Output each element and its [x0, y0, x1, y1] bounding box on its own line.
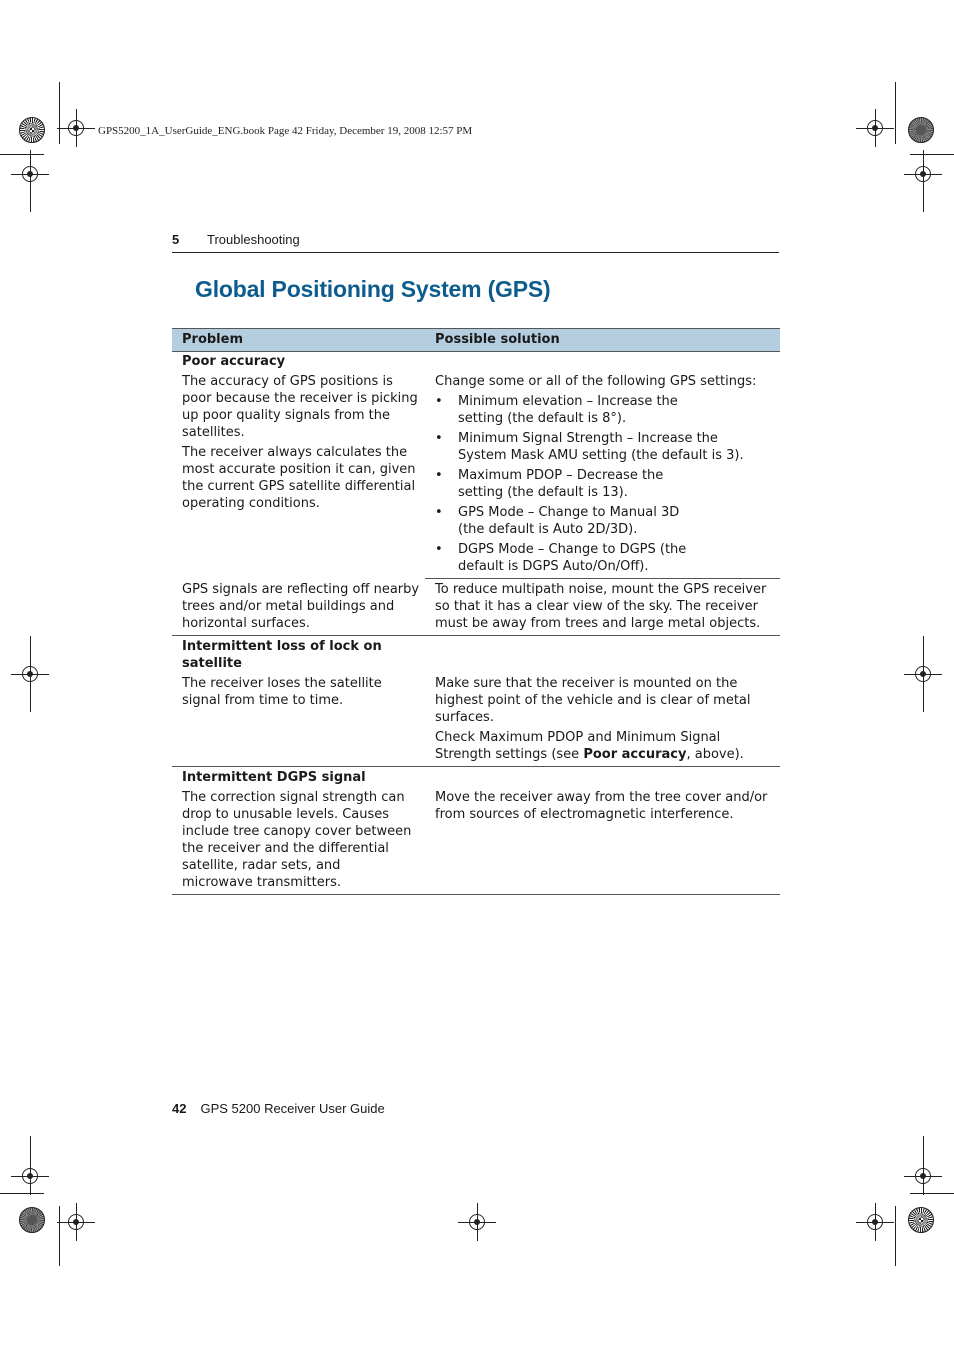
settings-list — [435, 393, 770, 578]
registration-crosshair-icon — [469, 1214, 485, 1230]
solution-text: Change some or all of the following GPS settings: — [435, 374, 757, 389]
crop-mark — [923, 636, 924, 712]
crop-mark — [923, 150, 924, 212]
crop-mark — [30, 1136, 31, 1192]
solution-text: Check Maximum PDOP and Minimum Signal Strength settings (see Poor accuracy, above). — [435, 730, 744, 762]
crop-mark — [910, 154, 954, 155]
row-divider — [425, 578, 780, 579]
registration-crosshair-icon — [867, 120, 883, 136]
list-item: • DGPS Mode – Change to DGPS (the default is DGPS Auto/On/Off). — [435, 541, 770, 575]
crop-mark — [923, 1136, 924, 1192]
registration-star-icon — [908, 1207, 934, 1233]
book-title: GPS 5200 Receiver User Guide — [200, 1101, 385, 1116]
problem-text: GPS signals are reflecting off nearby trees and/or metal buildings and horizontal surfaces. — [182, 582, 420, 631]
row-heading: Intermittent DGPS signal — [182, 770, 366, 785]
registration-crosshair-icon — [867, 1214, 883, 1230]
problem-text: The correction signal strength can drop to unusable levels. Causes include tree canopy cover between the receiver and the differential satellite, radar sets, and microwave transmitters. — [182, 790, 412, 890]
crop-mark — [895, 82, 896, 144]
problem-text: The accuracy of GPS positions is poor because the receiver is picking up poor quality signals from the satellites. — [182, 374, 418, 440]
registration-star-icon — [19, 1207, 45, 1233]
crop-mark — [59, 82, 60, 144]
print-slug: GPS5200_1A_UserGuide_ENG.book Page 42 Friday, December 19, 2008 12:57 PM — [98, 125, 473, 137]
row-divider — [172, 766, 780, 767]
crop-mark — [895, 1206, 896, 1266]
registration-star-icon — [908, 117, 934, 143]
row-divider — [172, 635, 780, 636]
registration-crosshair-icon — [68, 120, 84, 136]
crop-mark — [0, 154, 44, 155]
solution-text: Move the receiver away from the tree cover and/or from sources of electromagnetic interference. — [435, 790, 768, 822]
crop-mark — [30, 636, 31, 712]
list-item: • Minimum Signal Strength – Increase the System Mask AMU setting (the default is 3). — [435, 430, 770, 464]
registration-crosshair-icon — [68, 1214, 84, 1230]
crop-mark — [910, 1193, 954, 1194]
list-item: • GPS Mode – Change to Manual 3D (the default is Auto 2D/3D). — [435, 504, 770, 538]
chapter-number: 5 — [172, 232, 180, 247]
problem-text: The receiver loses the satellite signal from time to time. — [182, 676, 382, 708]
crop-mark — [59, 1206, 60, 1266]
solution-text: Make sure that the receiver is mounted on the highest point of the vehicle and is clear of metal surfaces. — [435, 676, 751, 725]
table-header — [172, 328, 780, 352]
problem-text: The receiver always calculates the most accurate position it can, given the current GPS satellite differential operating conditions. — [182, 445, 416, 511]
row-divider — [172, 894, 780, 895]
list-item: • Maximum PDOP – Decrease the setting (the default is 13). — [435, 467, 770, 501]
cross-reference: Poor accuracy — [583, 747, 687, 762]
page-footer — [172, 1101, 385, 1116]
page-number: 42 — [172, 1101, 187, 1116]
page-title: Global Positioning System (GPS) — [195, 276, 551, 302]
crop-mark — [30, 150, 31, 212]
running-header — [172, 231, 779, 253]
chapter-title: Troubleshooting — [207, 232, 300, 247]
row-heading: Poor accuracy — [182, 354, 286, 369]
registration-star-icon — [19, 117, 45, 143]
troubleshooting-table — [172, 328, 780, 890]
column-header-problem: Problem — [182, 332, 243, 347]
list-item: • Minimum elevation – Increase the setting (the default is 8°). — [435, 393, 770, 427]
column-header-solution: Possible solution — [435, 332, 560, 347]
row-heading: Intermittent loss of lock on satellite — [182, 639, 382, 671]
solution-text: To reduce multipath noise, mount the GPS receiver so that it has a clear view of the sky. The receiver must be away from trees and large metal objects. — [435, 582, 767, 631]
crop-mark — [0, 1193, 44, 1194]
